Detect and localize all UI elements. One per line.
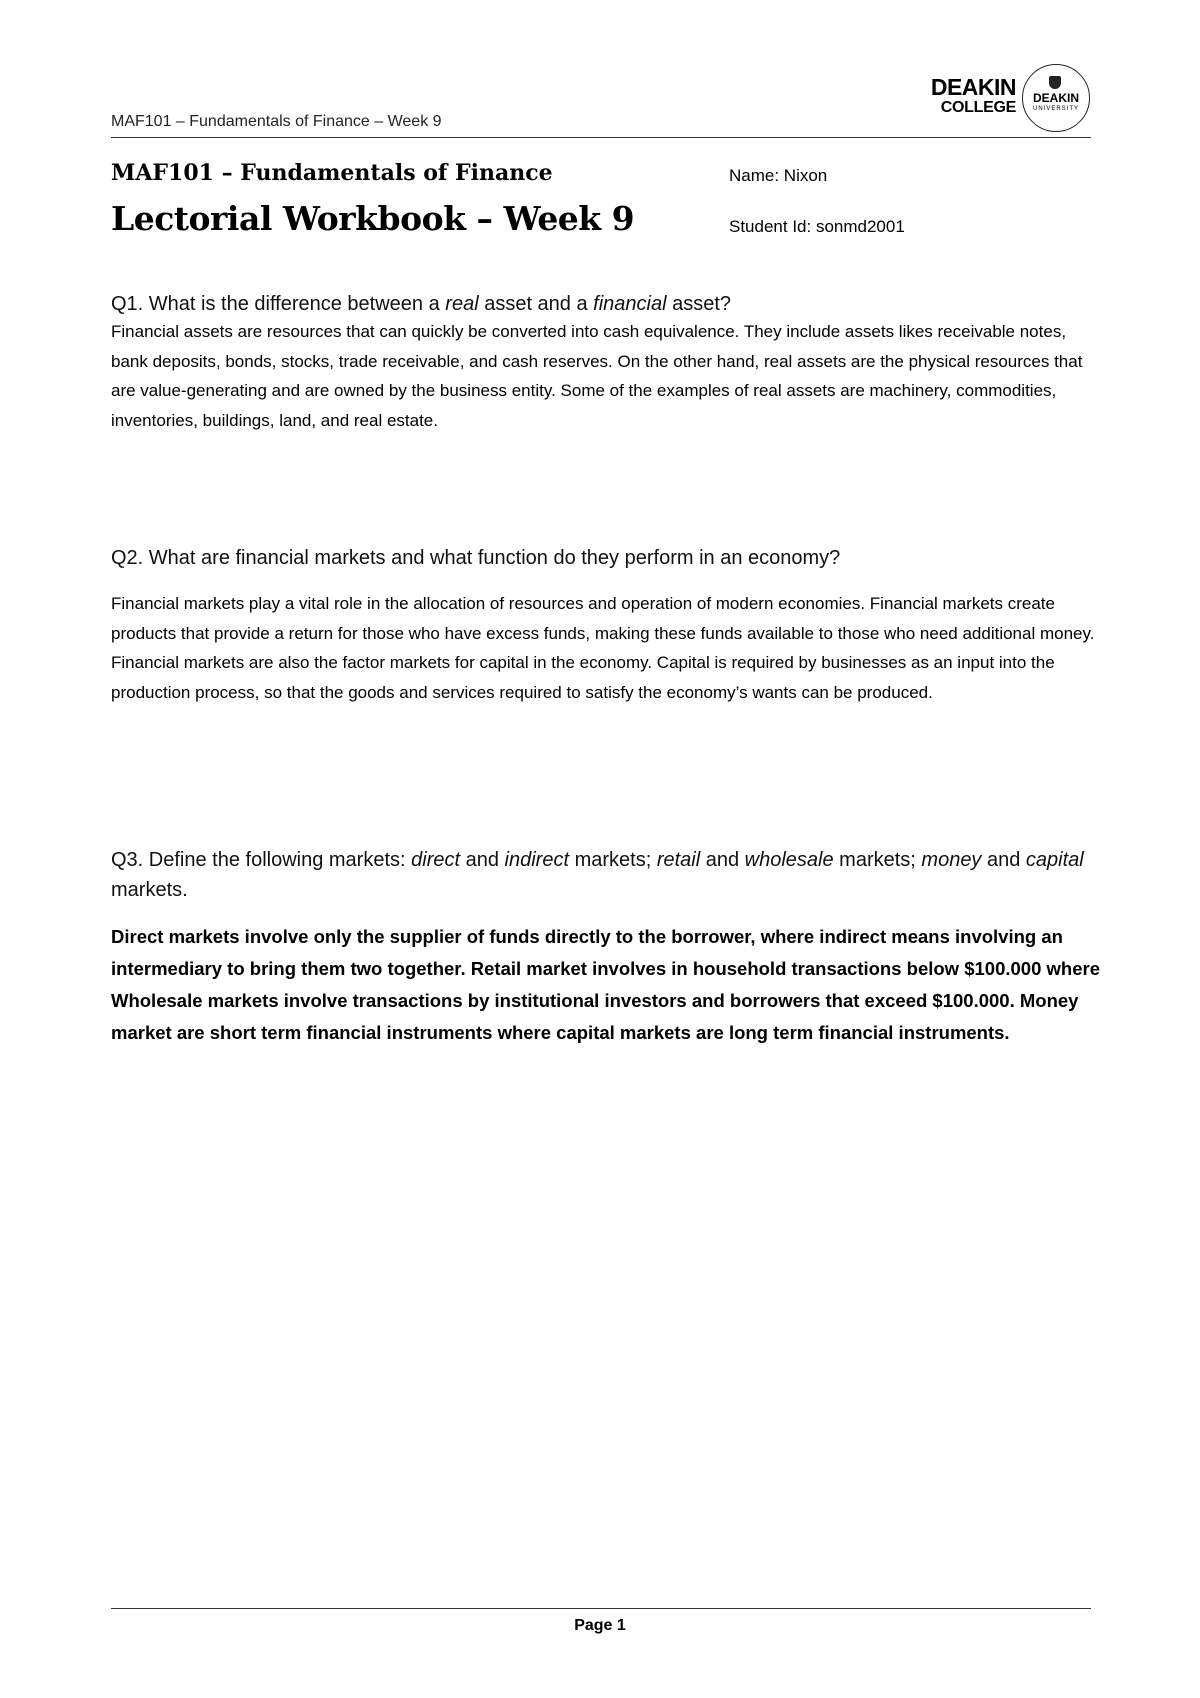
answer-1: Financial assets are resources that can quickly be converted into cash equivalence. They include assets likes receivable notes, bank deposits, bonds, stocks, trade receivable, and cash reserves. On the other hand, real assets are the physical resources that are value-generating and are owned by the business entity. Some of the examples of real assets are machinery, commodities, inventories, buildings, land, and real estate. bbox=[111, 322, 1083, 430]
course-title: MAF101 – Fundamentals of Finance bbox=[111, 160, 553, 186]
header-title: MAF101 – Fundamentals of Finance – Week 9 bbox=[111, 113, 442, 130]
student-name: Name: Nixon bbox=[729, 166, 828, 185]
question-1: Q1. What is the difference between a real asset and a financial asset? bbox=[111, 293, 732, 315]
answer-3: Direct markets involve only the supplier of funds directly to the borrower, where indirect means involving an intermediary to bring them two together. Retail market involves in household transactions below $100.000 where Wholesale markets involve transactions by institutional investors and borrowers that exceed $100.000. Money market are short term financial instruments where capital markets are long term financial instruments. bbox=[111, 926, 1100, 1043]
question-2: Q2. What are financial markets and what function do they perform in an economy? bbox=[111, 547, 841, 569]
answer-2: Financial markets play a vital role in the allocation of resources and operation of modern economies. Financial markets create products that provide a return for those who have excess funds, making these funds available to those who need additional money. Financial markets are also the factor markets for capital in the economy. Capital is required by businesses as an input into the production process, so that the goods and services required to satisfy the economy’s wants can be produced. bbox=[111, 594, 1095, 702]
logo-text-deakin: DEAKIN bbox=[930, 74, 1016, 100]
deakin-college-logo bbox=[930, 62, 1092, 134]
logo-text-college: COLLEGE bbox=[940, 99, 1016, 116]
header-divider bbox=[111, 137, 1091, 138]
workbook-title: Lectorial Workbook – Week 9 bbox=[111, 199, 635, 238]
seal-text-deakin: DEAKIN bbox=[1032, 91, 1079, 105]
deakin-university-seal bbox=[1022, 64, 1090, 132]
shield-icon bbox=[1049, 76, 1061, 89]
question-3: Q3. Define the following markets: direct and indirect markets; retail and wholesale markets; money and capital markets. bbox=[111, 849, 1084, 901]
seal-text-university: UNIVERSITY bbox=[1032, 106, 1079, 112]
footer-divider bbox=[111, 1608, 1091, 1609]
page-number: Page 1 bbox=[574, 1617, 626, 1634]
student-id: Student Id: sonmd2001 bbox=[729, 217, 905, 236]
